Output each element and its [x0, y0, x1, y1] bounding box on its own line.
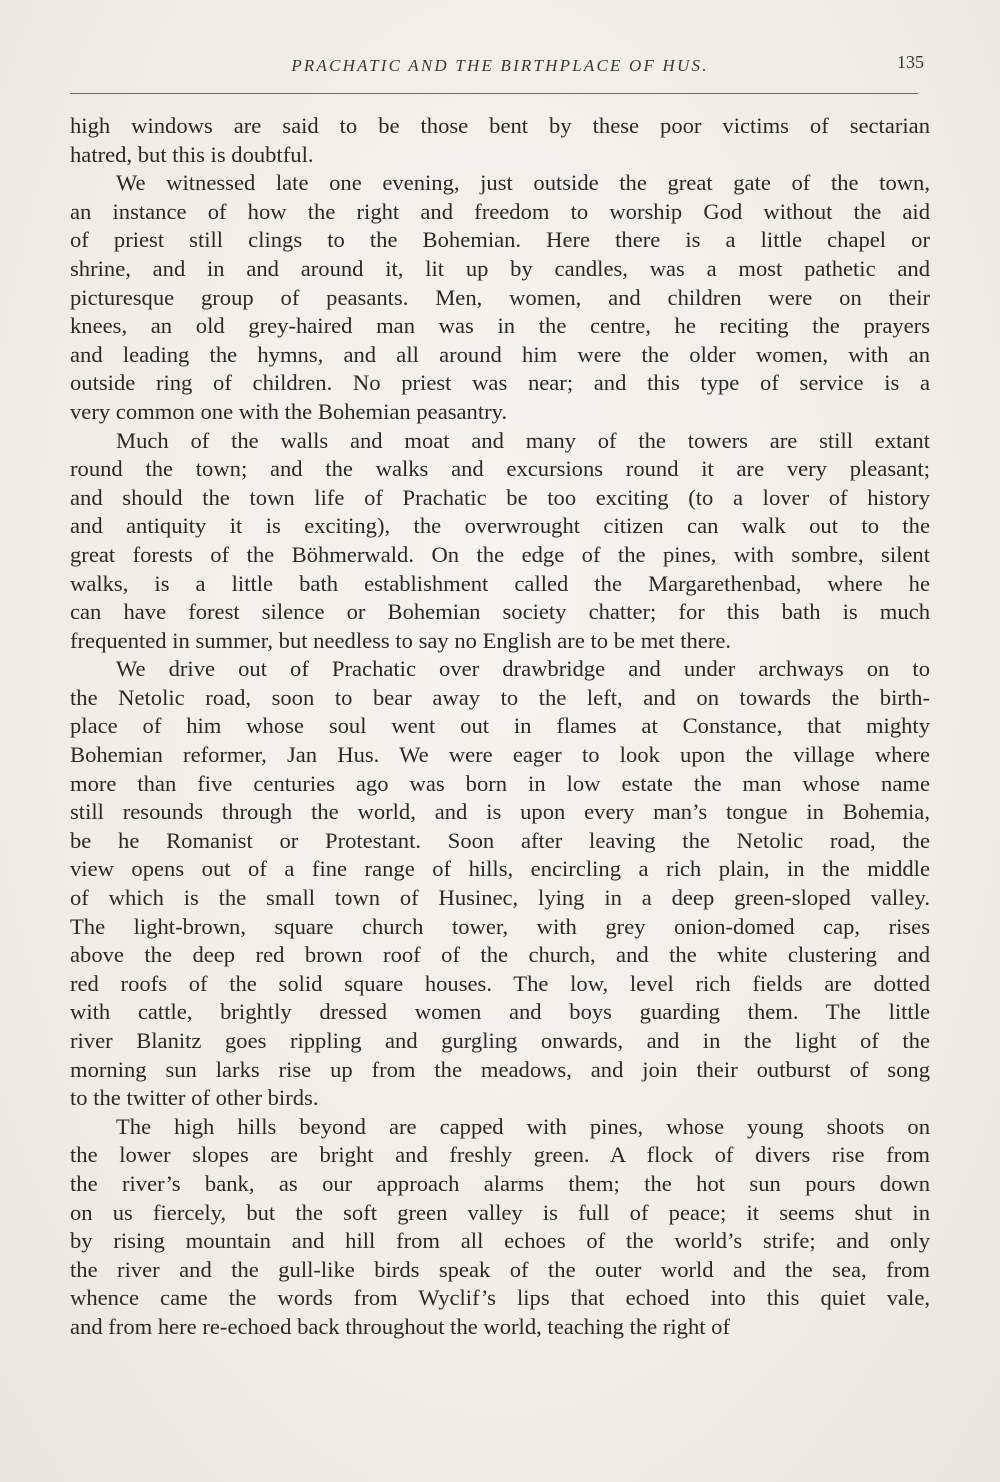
text-line: and leading the hymns, and all around him were the older women, with an — [70, 341, 930, 367]
page-number: 135 — [897, 52, 924, 72]
header-rule — [70, 93, 918, 94]
text-line: whence came the words from Wyclif’s lips that echoed into this quiet vale, — [70, 1285, 930, 1311]
text-line: the lower slopes are bright and freshly green. A flock of divers rise from — [70, 1142, 930, 1168]
text-line: more than five centuries ago was born in low estate the man whose name — [70, 770, 930, 796]
text-line: high windows are said to be those bent by these poor victims of sectarian — [70, 113, 930, 138]
running-title: PRACHATIC AND THE BIRTHPLACE OF HUS. — [291, 56, 709, 75]
paragraph — [70, 427, 930, 656]
text-line: and antiquity it is exciting), the overwrought citizen can walk out to the — [70, 513, 930, 539]
text-line: picturesque group of peasants. Men, women, and children were on their — [70, 284, 930, 310]
text-line: on us fiercely, but the soft green valley is full of peace; it seems shut in — [70, 1199, 930, 1225]
text-line: an instance of how the right and freedom to worship God without the aid — [70, 198, 930, 224]
text-line: knees, an old grey-haired man was in the centre, he reciting the prayers — [70, 313, 930, 339]
text-line: with cattle, brightly dressed women and boys guarding them. The little — [70, 999, 930, 1025]
text-line: Much of the walls and moat and many of the towers are still extant — [116, 427, 930, 453]
paragraph — [70, 655, 930, 1113]
text-line: be he Romanist or Protestant. Soon after leaving the Netolic road, the — [70, 827, 930, 853]
text-line: frequented in summer, but needless to say no English are to be met there. — [70, 627, 732, 653]
text-line: We drive out of Prachatic over drawbridge and under archways on to — [116, 656, 930, 682]
text-line: The high hills beyond are capped with pines, whose young shoots on — [116, 1113, 930, 1139]
text-line: walks, is a little bath establishment called the Margarethenbad, where he — [70, 570, 930, 596]
text-line: morning sun larks rise up from the meadows, and join their outburst of song — [70, 1056, 930, 1082]
text-line: by rising mountain and hill from all echoes of the world’s strife; and only — [70, 1228, 930, 1254]
body-text — [70, 112, 930, 1342]
text-line: outside ring of children. No priest was near; and this type of service is a — [70, 370, 930, 396]
text-line: and from here re-echoed back throughout the world, teaching the right of — [70, 1313, 730, 1339]
text-line: Bohemian reformer, Jan Hus. We were eager to look upon the village where — [70, 742, 930, 768]
text-line: round the town; and the walks and excursions round it are very pleasant; — [70, 456, 930, 482]
text-line: We witnessed late one evening, just outside the great gate of the town, — [116, 170, 930, 196]
text-line: the river’s bank, as our approach alarms them; the hot sun pours down — [70, 1170, 930, 1196]
text-line: of which is the small town of Husinec, lying in a deep green-sloped valley. — [70, 885, 930, 911]
text-line: river Blanitz goes rippling and gurgling onwards, and in the light of the — [70, 1028, 930, 1053]
text-line: can have forest silence or Bohemian society chatter; for this bath is much — [70, 599, 930, 625]
running-head — [70, 52, 930, 82]
text-line: above the deep red brown roof of the church, and the white clustering and — [70, 942, 930, 968]
text-line: and should the town life of Prachatic be too exciting (to a lover of history — [70, 484, 930, 510]
text-line: still resounds through the world, and is upon every man’s tongue in Bohemia, — [70, 799, 930, 825]
text-line: red roofs of the solid square houses. The low, level rich fields are dotted — [70, 970, 930, 996]
text-line: of priest still clings to the Bohemian. Here there is a little chapel or — [70, 227, 930, 253]
text-line: the Netolic road, soon to bear away to the left, and on towards the birth- — [70, 684, 930, 710]
text-line: to the twitter of other birds. — [70, 1085, 319, 1111]
text-line: great forests of the Böhmerwald. On the edge of the pines, with sombre, silent — [70, 541, 930, 567]
text-line: view opens out of a fine range of hills, encircling a rich plain, in the middle — [70, 856, 930, 882]
paragraph — [70, 169, 930, 426]
text-line: hatred, but this is doubtful. — [70, 141, 314, 167]
paragraph — [70, 112, 930, 169]
paragraph — [70, 1113, 930, 1342]
text-line: The light-brown, square church tower, with grey onion-domed cap, rises — [70, 913, 930, 939]
text-line: the river and the gull-like birds speak of the outer world and the sea, from — [70, 1256, 930, 1282]
text-line: shrine, and in and around it, lit up by candles, was a most pathetic and — [70, 255, 930, 281]
text-line: very common one with the Bohemian peasantry. — [70, 398, 508, 424]
text-line: place of him whose soul went out in flames at Constance, that mighty — [70, 713, 930, 739]
